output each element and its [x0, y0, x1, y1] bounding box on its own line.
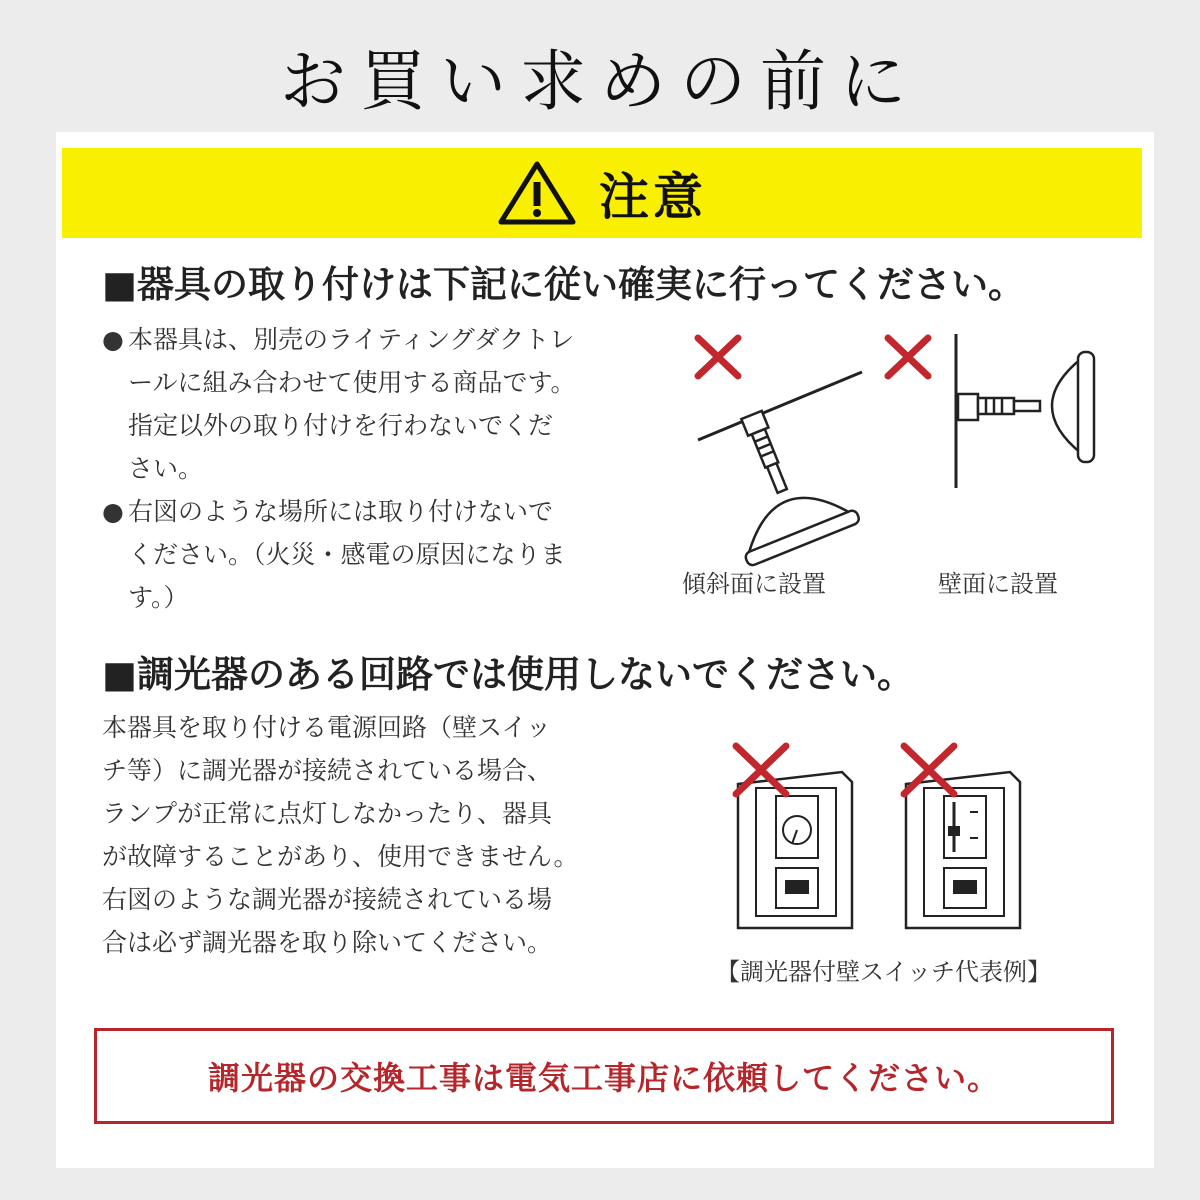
caution-band	[62, 148, 1142, 238]
section1-heading: ■器具の取り付けは下記に従い確実に行ってください。	[102, 263, 1025, 306]
slider-dimmer-switch-diagram	[894, 742, 1034, 932]
sloped-install-diagram	[692, 328, 902, 568]
bullet-mark: ●	[102, 325, 124, 354]
body-line: 本器具を取り付ける電源回路（壁スイッ	[102, 713, 552, 742]
bullet-line: 右図のような場所には取り付けないで	[128, 497, 554, 526]
bullet-line: す。）	[128, 583, 189, 612]
section1-bullets	[102, 318, 622, 619]
body-line: 合は必ず調光器を取り除いてください。	[102, 928, 553, 957]
cross-mark-icon	[888, 338, 928, 376]
caution-label: 注意	[599, 168, 707, 226]
content-card	[56, 132, 1154, 1168]
notice-box	[94, 1028, 1114, 1124]
cross-mark-icon	[698, 338, 738, 376]
section2-heading: ■調光器のある回路では使用しないでください。	[102, 653, 914, 696]
wall-install-diagram	[882, 328, 1112, 488]
bullet-mark: ●	[102, 497, 124, 526]
bullet-item	[102, 490, 622, 619]
section2-body	[102, 706, 622, 964]
body-line: チ等）に調光器が接続されている場合、	[102, 756, 553, 785]
dimmer-diagram-caption: 【調光器付壁スイッチ代表例】	[716, 958, 1052, 986]
body-line: ランプが正常に点灯しなかったり、器具	[102, 799, 553, 828]
dial-dimmer-switch-diagram	[726, 742, 866, 932]
bullet-line: 指定以外の取り付けを行わないでくだ	[128, 411, 554, 440]
bullet-line: さい。	[128, 454, 204, 483]
body-line: が故障することがあり、使用できません。	[102, 842, 579, 871]
body-line: 右図のような調光器が接続されている場	[102, 885, 553, 914]
diagram-label-wall: 壁面に設置	[938, 570, 1058, 598]
bullet-line: ールに組み合わせて使用する商品です。	[128, 368, 576, 397]
diagram-label-sloped: 傾斜面に設置	[682, 570, 826, 598]
bullet-line: 本器具は、別売のライティングダクトレ	[128, 325, 575, 354]
bullet-line: ください。（火災・感電の原因になりま	[128, 540, 566, 569]
warning-triangle-icon	[497, 160, 577, 226]
bullet-item	[102, 318, 622, 490]
page-title: お買い求めの前に	[280, 43, 920, 120]
notice-text: 調光器の交換工事は電気工事店に依頼してください。	[207, 1059, 1000, 1097]
